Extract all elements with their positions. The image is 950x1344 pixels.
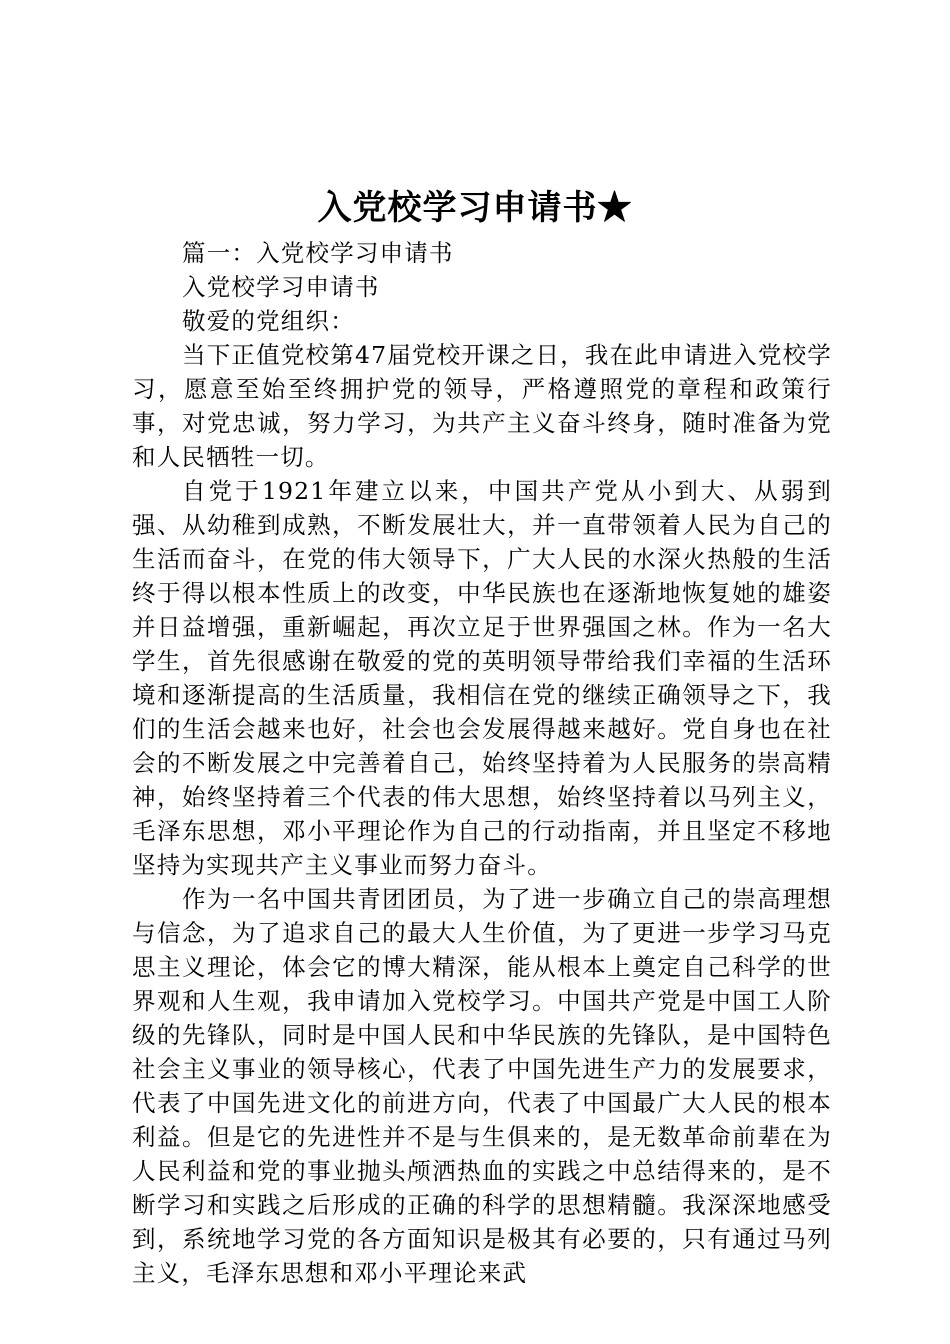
section-heading: 篇一：入党校学习申请书 bbox=[182, 239, 454, 267]
paragraph-2: 自党于1921年建立以来，中国共产党从小到大、从弱到强、从幼稚到成熟，不断发展壮大，并一直带领着人民为自己的生活而奋斗，在党的伟大领导下，广大人民的水深火热般的生活终于得以根本性质上的改变，中华民族也在逐渐地恢复她的雄姿并日益增强，重新崛起，再次立足于世界强国之林。作为一名大学生，首先很感谢在敬爱的党的英明领导带给我们幸福的生活环境和逐渐提高的生活质量，我相信在党的继续正确领导之下，我们的生活会越来也好，社会也会发展得越来越好。党自身也在社会的不断发展之中完善着自己，始终坚持着为人民服务的崇高精神，始终坚持着三个代表的伟大思想，始终坚持着以马列主义，毛泽东思想，邓小平理论作为自己的行动指南，并且坚定不移地坚持为实现共产主义事业而努力奋斗。 bbox=[132, 477, 832, 879]
document-subtitle: 入党校学习申请书 bbox=[182, 273, 380, 301]
document-title: 入党校学习申请书★ bbox=[317, 188, 633, 228]
paragraph-3: 作为一名中国共青团团员，为了进一步确立自己的崇高理想与信念，为了追求自己的最大人生价值，为了更进一步学习马克思主义理论，体会它的博大精深，能从根本上奠定自己科学的世界观和人生观，我申请加入党校学习。中国共产党是中国工人阶级的先锋队，同时是中国人民和中华民族的先锋队，是中国特色社会主义事业的领导核心，代表了中国先进生产力的发展要求，代表了中国先进文化的前进方向，代表了中国最广大人民的根本利益。但是它的先进性并不是与生俱来的，是无数革命前辈在为人民利益和党的事业抛头颅洒热血的实践之中总结得来的，是不断学习和实践之后形成的正确的科学的思想精髓。我深深地感受到，系统地学习党的各方面知识是极其有必要的，只有通过马列主义，毛泽东思想和邓小平理论来武 bbox=[132, 885, 832, 1287]
salutation: 敬爱的党组织： bbox=[182, 307, 355, 335]
document-body bbox=[132, 236, 832, 1290]
paragraph-1: 当下正值党校第47届党校开课之日，我在此申请进入党校学习，愿意至始至终拥护党的领导，严格遵照党的章程和政策行事，对党忠诚，努力学习，为共产主义奋斗终身，随时准备为党和人民牺牲一切。 bbox=[132, 341, 832, 471]
